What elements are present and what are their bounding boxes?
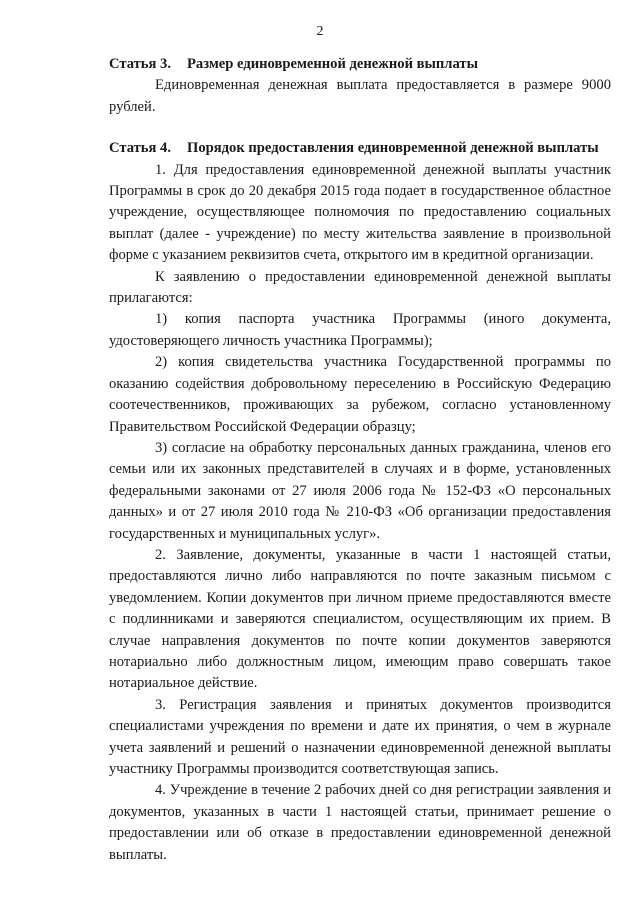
article-3-title: Размер единовременной денежной выплаты bbox=[187, 56, 478, 72]
article-4-title: Порядок предоставления единовременной денежной выплаты bbox=[187, 140, 599, 157]
article-4-paragraph-3: 3. Регистрация заявления и принятых документов производится специалистами учреждения по времени и дате их принятия, о чем в журнале учета заявлений и решений о назначении единовременной денежной выплаты участнику Программы производится соответствующая запись. bbox=[109, 696, 611, 777]
article-4-number: Статья 4. bbox=[109, 140, 171, 157]
article-4-item-1: 1) копия паспорта участника Программы (иного документа, удостоверяющего личность участника Программы); bbox=[109, 311, 611, 349]
page-number: 2 bbox=[316, 24, 324, 39]
article-3-paragraph: Единовременная денежная выплата предоставляется в размере 9000 рублей. bbox=[109, 77, 611, 115]
article-4-paragraph-4: 4. Учреждение в течение 2 рабочих дней со дня регистрации заявления и документов, указанных в части 1 настоящей статьи, принимает решение о предоставлении или об отказе в предоставлении единовременной денежной выплаты. bbox=[109, 782, 611, 863]
document-body bbox=[109, 54, 611, 866]
article-3-number: Статья 3. bbox=[109, 56, 171, 72]
article-4-paragraph-1: 1. Для предоставления единовременной денежной выплаты участник Программы в срок до 20 декабря 2015 года подает в государственное областное учреждение, осуществляющее полномочия по предоставлению социальных выплат (далее - учреждение) по месту жительства заявление в произвольной форме с указанием реквизитов счета, открытого им в кредитной организации. bbox=[109, 161, 611, 264]
article-4-paragraph-attachments: К заявлению о предоставлении единовременной денежной выплаты прилагаются: bbox=[109, 268, 611, 307]
section-gap bbox=[109, 118, 611, 138]
article-4-paragraph-2: 2. Заявление, документы, указанные в части 1 настоящей статьи, предоставляются лично либо направляются по почте заказным письмом с уведомлением. Копии документов при личном приеме предоставляются вместе с подлинниками и заверяются специалистом, осуществляющим их прием. В случае направления документов по почте копии документов заверяются нотариально либо должностным лицом, имеющим право совершать такое нотариальное действие. bbox=[109, 546, 611, 692]
article-4-item-3: 3) согласие на обработку персональных данных гражданина, членов его семьи или их законных представителей в случаях и в форме, установленных федеральными законами от 27 июля 2006 года № 152-ФЗ «О персональных данных» и от 27 июля 2010 года № 210-ФЗ «Об организации предоставления государственных и муниципальных услуг». bbox=[109, 439, 611, 542]
article-4-item-2: 2) копия свидетельства участника Государственной программы по оказанию содействия добровольному переселению в Российскую Федерацию соотечественников, проживающих за рубежом, согласно установленному Правительством Российской Федерации образцу; bbox=[109, 354, 611, 435]
article-3-heading bbox=[109, 54, 611, 75]
article-4-heading bbox=[109, 138, 611, 159]
